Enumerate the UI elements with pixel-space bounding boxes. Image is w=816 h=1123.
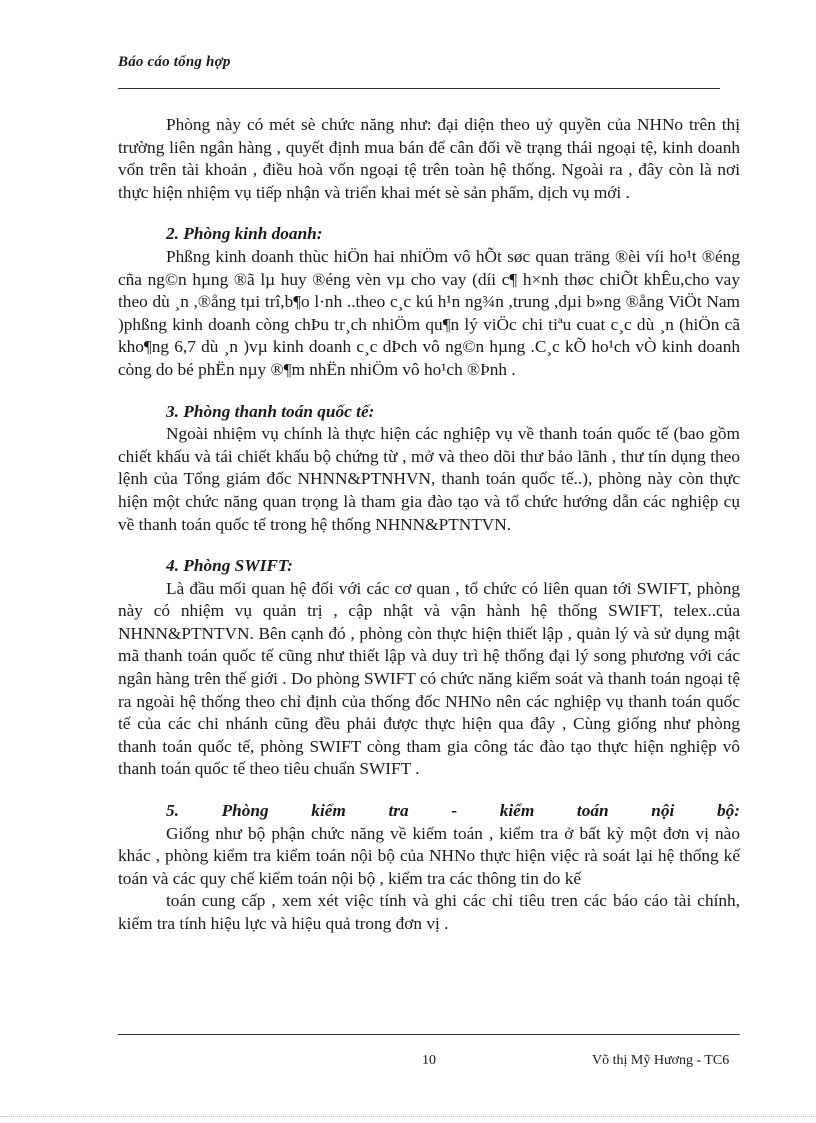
header-divider bbox=[118, 88, 720, 89]
section-paragraph: Giống như bộ phận chức năng về kiểm toán , kiểm tra ở bất kỳ một đơn vị nào khác , phòng kiểm tra kiểm toán nội bộ của NHNo thực hiện việc rà soát lại hệ thống kế toán và các quy chế kiểm toán nội bộ , kiểm tra các thông tin do kế bbox=[118, 823, 740, 888]
section-heading-thanh-toan-quoc-te: 3. Phòng thanh toán quốc tế: bbox=[166, 401, 375, 421]
section-paragraph: Là đầu mối quan hệ đối với các cơ quan , tổ chức có liên quan tới SWIFT, phòng này có nhiệm vụ quản trị , cập nhật và vận hành hệ thống SWIFT, telex..của NHNN&PTNTVN. Bên cạnh đó , phòng còn thực hiện thiết lập , quản lý và sử dụng mật mã thanh toán quốc tế cũng như thiết lập và duy trì hệ thống đại lý song phương với các ngân hàng trên thế giới . Do phòng SWIFT có chức năng kiểm soát và thanh toán ngoại tệ ra ngoài hệ thống theo chỉ định của thống đốc NHNo nên các nghiệp vụ thanh toán quốc tế của các chi nhánh cũng đều phải được thực hiện qua đây , Cùng giống như phòng thanh toán quốc tế, phòng SWIFT còng tham gia công tác đào tạo thực hiện nghiệp vô thanh toán quốc tế theo tiêu chuẩn SWIFT . bbox=[118, 578, 740, 779]
page-number: 10 bbox=[422, 1053, 436, 1068]
section-heading-kiem-toan-noi-bo: 5. Phòng kiểm tra - kiểm toán nội bộ: bbox=[166, 801, 740, 821]
section-paragraph: Ngoài nhiệm vụ chính là thực hiện các nghiệp vụ về thanh toán quốc tế (bao gồm chiết khấu và tái chiết khấu bộ chứng từ , mở và theo dõi thư bảo lãnh , thư tín dụng theo lệnh của Tổng giám đốc NHNN&PTNHVN, thanh toán quốc tế..), phòng này còn thực hiện một chức năng quan trọng là tham gia đào tạo và tổ chức hướng dẫn các nghiệp cụ về thanh toán quốc tế trong hệ thống NHNN&PTNTVN. bbox=[118, 424, 740, 534]
intro-paragraph: Phòng này có mét sè chức năng như: đại diện theo uỷ quyền của NHNo trên thị trường liên ngân hàng , quyết định mua bán để cân đối về trạng thái ngoại tệ, kinh doanh vốn trên tài khoản , điều hoà vốn ngoại tệ trên toàn hệ thống. Ngoài ra , đây còn là nơi thực hiện nhiệm vụ tiếp nhận và triển khai mét sè sản phẩm, dịch vụ mới . bbox=[118, 115, 740, 202]
section-heading-swift: 4. Phòng SWIFT: bbox=[166, 556, 293, 576]
section-paragraph: Phßng kinh doanh thùc hiÖn hai nhiÖm vô hÕt søc quan träng ®èi víi ho¹t ®éng cña ng©n hµng ®ã lµ huy ®éng vèn vµ cho vay (díi c¶ h×nh thøc chiÕt khÊu,cho vay theo dù ¸n ,®ång tµi trî,b¶o l·nh ..theo c¸c kú h¹n ng¾n ,trung ,dµi b»ng ®ång ViÖt Nam )phßng kinh doanh còng chÞu tr¸ch nhiÖm qu¶n lý viÖc chi tiªu cuat c¸c dù ¸n (hiÖn cã kho¶ng 6,7 dù ¸n )vµ kinh doanh c¸c dÞch vô ng©n hµng .C¸c kÕ ho¹ch vÒ kinh doanh còng do bé phËn nµy ®¶m nhËn nhiÖm vô ho¹ch ®Þnh . bbox=[118, 246, 740, 379]
header-title: Báo cáo tổng hợp bbox=[118, 54, 231, 70]
footer-author: Võ thị Mỹ Hương - TC6 bbox=[592, 1053, 730, 1068]
page-edge-divider bbox=[0, 1116, 816, 1117]
section-paragraph: toán cung cấp , xem xét việc tính và ghi các chỉ tiêu tren các báo cáo tài chính, kiểm tra tính hiệu lực và hiệu quả trong đơn vị . bbox=[118, 891, 740, 933]
document-body bbox=[118, 114, 740, 936]
footer-divider bbox=[118, 1034, 740, 1035]
section-heading-kinh-doanh: 2. Phòng kinh doanh: bbox=[166, 224, 323, 244]
